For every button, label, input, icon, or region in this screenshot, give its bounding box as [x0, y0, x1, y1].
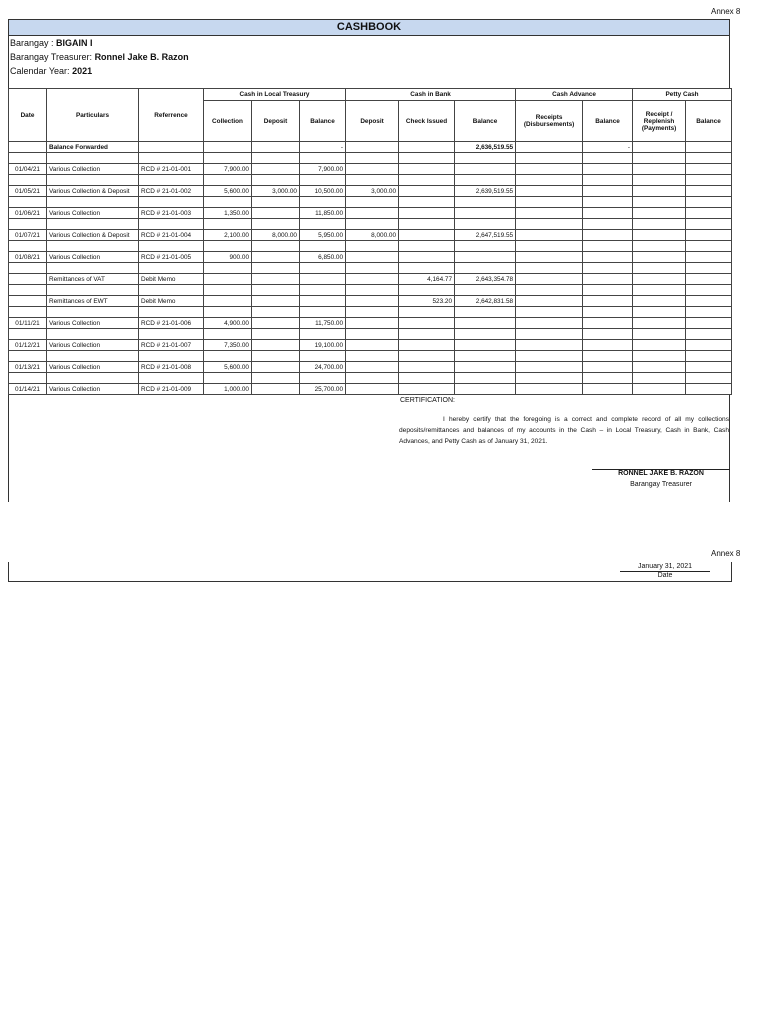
certification-date: January 31, 2021: [620, 562, 710, 572]
col-collection: Collection: [204, 101, 252, 142]
cashbook-title: CASHBOOK: [8, 19, 730, 36]
cell-bank-deposit: 8,000.00: [346, 230, 399, 241]
cell-date: [9, 274, 47, 285]
cell-deposit: [252, 318, 300, 329]
cell-collection: [204, 274, 252, 285]
table-row: [9, 318, 732, 329]
cell-deposit: [252, 208, 300, 219]
cell-bank-deposit: [346, 384, 399, 395]
cell-bank-balance: [455, 384, 516, 395]
barangay-line: Barangay : BIGAIN I: [10, 38, 93, 48]
cell-check-issued: [399, 164, 455, 175]
cell-check-issued: [399, 230, 455, 241]
cell-check-issued: 523.20: [399, 296, 455, 307]
cell-check-issued: [399, 318, 455, 329]
cell-bank-deposit: [346, 252, 399, 263]
cell-date: 01/13/21: [9, 362, 47, 373]
cell-deposit: 3,000.00: [252, 186, 300, 197]
cell-balance: [300, 274, 346, 285]
cell-balance: 11,850.00: [300, 208, 346, 219]
cell-balance: 7,900.00: [300, 164, 346, 175]
cell-reference: RCD # 21-01-005: [139, 252, 204, 263]
cell-bank-balance: [455, 340, 516, 351]
cell-check-issued: [399, 340, 455, 351]
cell-balance: [300, 296, 346, 307]
spacer-row: [9, 263, 732, 274]
cell-deposit: 8,000.00: [252, 230, 300, 241]
cell-balance: 19,100.00: [300, 340, 346, 351]
cell-reference: Debit Memo: [139, 274, 204, 285]
certification-heading: CERTIFICATION:: [400, 397, 455, 404]
cell-bank-deposit: [346, 318, 399, 329]
cell-bank-deposit: [346, 164, 399, 175]
cell-bank-deposit: 3,000.00: [346, 186, 399, 197]
table-row: [9, 208, 732, 219]
cell-balance: 24,700.00: [300, 362, 346, 373]
cell-collection: 1,350.00: [204, 208, 252, 219]
cell-particulars: Remittances of EWT: [47, 296, 139, 307]
cell-deposit: [252, 164, 300, 175]
cell-particulars: Various Collection: [47, 252, 139, 263]
col-bank-balance: Balance: [455, 101, 516, 142]
cell-deposit: [252, 296, 300, 307]
cell-particulars: Various Collection: [47, 362, 139, 373]
cell-deposit: [252, 340, 300, 351]
cell-collection: 5,600.00: [204, 362, 252, 373]
spacer-row: [9, 285, 732, 296]
cell-reference: RCD # 21-01-009: [139, 384, 204, 395]
cell-particulars: Various Collection: [47, 164, 139, 175]
cell-reference: RCD # 21-01-007: [139, 340, 204, 351]
cell-bank-deposit: [346, 296, 399, 307]
cell-date: 01/08/21: [9, 252, 47, 263]
cell-bank-balance: 2,647,519.55: [455, 230, 516, 241]
table-row: [9, 340, 732, 351]
header-info: [8, 36, 730, 88]
cell-bank-deposit: [346, 274, 399, 285]
cell-balance: 11,750.00: [300, 318, 346, 329]
table-row: [9, 274, 732, 285]
cell-balance: 6,850.00: [300, 252, 346, 263]
col-advance-balance: Balance: [583, 101, 633, 142]
cell-bank-balance: [455, 208, 516, 219]
cell-bank-deposit: [346, 340, 399, 351]
cell-collection: 1,000.00: [204, 384, 252, 395]
cell-bank-balance: [455, 318, 516, 329]
spacer-row: [9, 351, 732, 362]
spacer-row: [9, 241, 732, 252]
table-row: [9, 362, 732, 373]
cell-reference: RCD # 21-01-006: [139, 318, 204, 329]
cell-check-issued: [399, 208, 455, 219]
cell-check-issued: [399, 362, 455, 373]
cell-bank-balance: 2,642,831.58: [455, 296, 516, 307]
cell-date: 01/14/21: [9, 384, 47, 395]
group-local-treasury: Cash in Local Treasury: [204, 89, 346, 101]
signatory-position: Barangay Treasurer: [630, 481, 692, 488]
group-petty-cash: Petty Cash: [633, 89, 732, 101]
table-row: [9, 186, 732, 197]
col-check-issued: Check Issued: [399, 101, 455, 142]
cell-bank-balance: 2,639,519.55: [455, 186, 516, 197]
annex-label-page2: Annex 8: [711, 549, 741, 558]
spacer-row: [9, 153, 732, 164]
group-cash-in-bank: Cash in Bank: [346, 89, 516, 101]
calendar-year: 2021: [72, 66, 93, 76]
col-date: Date: [9, 89, 47, 142]
cell-collection: 5,600.00: [204, 186, 252, 197]
treasurer-line: Barangay Treasurer: Ronnel Jake B. Razon: [10, 52, 189, 62]
cell-check-issued: [399, 384, 455, 395]
cell-deposit: [252, 362, 300, 373]
cell-collection: 4,900.00: [204, 318, 252, 329]
cell-balance: 25,700.00: [300, 384, 346, 395]
certification-text: I hereby certify that the foregoing is a correct and complete record of all my collections deposits/remittances and balances of my accounts in the Cash – in Local Treasury, Cash in Bank, Cash Advances, and Petty Cash as of January 31, 2021.: [399, 416, 729, 445]
spacer-row: [9, 175, 732, 186]
table-row: [9, 296, 732, 307]
cell-reference: RCD # 21-01-003: [139, 208, 204, 219]
cell-collection: 7,900.00: [204, 164, 252, 175]
cell-deposit: [252, 252, 300, 263]
cashbook-sheet: [8, 19, 730, 502]
spacer-row: [9, 373, 732, 384]
cell-collection: 900.00: [204, 252, 252, 263]
cell-particulars: Various Collection: [47, 340, 139, 351]
cell-bank-balance: 2,643,354.78: [455, 274, 516, 285]
cashbook-table: [8, 88, 732, 395]
spacer-row: [9, 329, 732, 340]
col-deposit: Deposit: [252, 101, 300, 142]
table-row: [9, 230, 732, 241]
treasurer-name: Ronnel Jake B. Razon: [94, 52, 189, 62]
signatory-name: RONNEL JAKE B. RAZON: [618, 470, 704, 477]
col-bank-deposit: Deposit: [346, 101, 399, 142]
cell-bank-balance: [455, 252, 516, 263]
year-line: Calendar Year: 2021: [10, 66, 93, 76]
cell-check-issued: 4,164.77: [399, 274, 455, 285]
cell-reference: RCD # 21-01-004: [139, 230, 204, 241]
col-petty-balance: Balance: [686, 101, 732, 142]
cell-date: 01/04/21: [9, 164, 47, 175]
date-block: [8, 562, 732, 582]
barangay-name: BIGAIN I: [56, 38, 93, 48]
col-receipt-replenish: Receipt / Replenish (Payments): [633, 101, 686, 142]
certification-block: [8, 395, 730, 502]
balance-forwarded-row: [9, 142, 732, 153]
spacer-row: [9, 307, 732, 318]
cell-date: 01/07/21: [9, 230, 47, 241]
cell-date: 01/06/21: [9, 208, 47, 219]
cell-collection: 7,350.00: [204, 340, 252, 351]
cell-reference: RCD # 21-01-001: [139, 164, 204, 175]
cell-check-issued: [399, 252, 455, 263]
cell-collection: 2,100.00: [204, 230, 252, 241]
cell-collection: [204, 296, 252, 307]
group-header-row: [9, 89, 732, 101]
cell-particulars: Various Collection & Deposit: [47, 230, 139, 241]
table-row: [9, 384, 732, 395]
balance-forwarded-label: Balance Forwarded: [47, 142, 139, 153]
spacer-row: [9, 219, 732, 230]
cell-date: 01/05/21: [9, 186, 47, 197]
cell-date: [9, 296, 47, 307]
cell-check-issued: [399, 186, 455, 197]
table-row: [9, 164, 732, 175]
forwarded-bank-balance: 2,636,519.55: [455, 142, 516, 153]
forwarded-local-balance: -: [300, 142, 346, 153]
group-cash-advance: Cash Advance: [516, 89, 633, 101]
cell-reference: Debit Memo: [139, 296, 204, 307]
cell-date: 01/11/21: [9, 318, 47, 329]
cell-particulars: Various Collection: [47, 208, 139, 219]
cell-bank-balance: [455, 164, 516, 175]
cell-particulars: Various Collection & Deposit: [47, 186, 139, 197]
col-particulars: Particulars: [47, 89, 139, 142]
cell-balance: 10,500.00: [300, 186, 346, 197]
cell-balance: 5,950.00: [300, 230, 346, 241]
cell-particulars: Various Collection: [47, 384, 139, 395]
col-balance: Balance: [300, 101, 346, 142]
cell-bank-balance: [455, 362, 516, 373]
cell-reference: RCD # 21-01-002: [139, 186, 204, 197]
annex-label: Annex 8: [711, 7, 741, 16]
cell-bank-deposit: [346, 208, 399, 219]
date-label: Date: [657, 572, 673, 579]
spacer-row: [9, 197, 732, 208]
cell-bank-deposit: [346, 362, 399, 373]
cell-particulars: Various Collection: [47, 318, 139, 329]
cell-deposit: [252, 384, 300, 395]
table-row: [9, 252, 732, 263]
forwarded-advance-balance: -: [583, 142, 633, 153]
cell-particulars: Remittances of VAT: [47, 274, 139, 285]
col-receipts: Receipts (Disbursements): [516, 101, 583, 142]
col-reference: Referrence: [139, 89, 204, 142]
cell-reference: RCD # 21-01-008: [139, 362, 204, 373]
cell-deposit: [252, 274, 300, 285]
cell-date: 01/12/21: [9, 340, 47, 351]
